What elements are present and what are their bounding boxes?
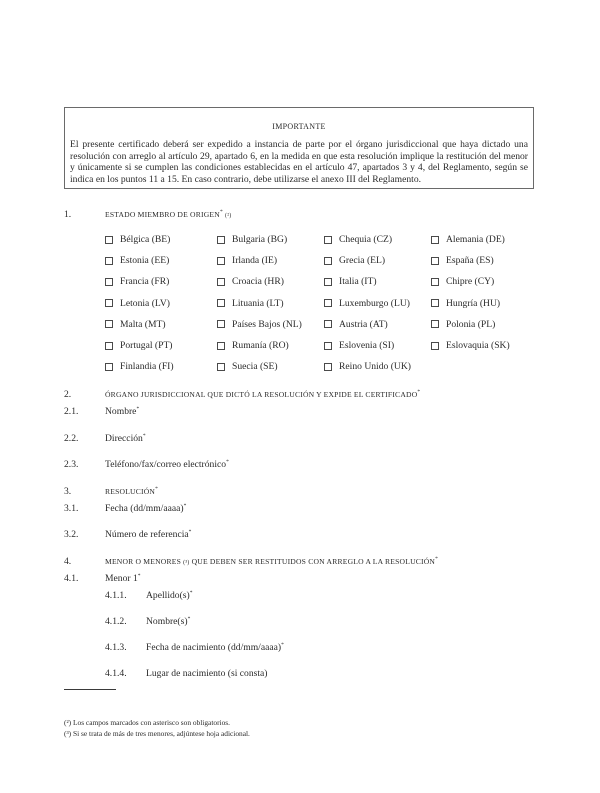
- field-label: Nombre: [105, 406, 137, 417]
- checkbox[interactable]: [217, 236, 225, 244]
- checkbox-label: Austria (AT): [339, 318, 388, 330]
- required-asterisk: *: [183, 503, 187, 509]
- checkbox-label: Grecia (EL): [339, 255, 386, 267]
- item-2-3-label[interactable]: [105, 459, 229, 470]
- member-state-option[interactable]: [217, 340, 289, 351]
- checkbox[interactable]: [217, 363, 225, 371]
- checkbox[interactable]: [431, 257, 439, 265]
- member-state-option[interactable]: [324, 298, 410, 309]
- required-asterisk: *: [417, 389, 421, 395]
- checkbox-label: Chequia (CZ): [339, 234, 393, 245]
- checkbox-label: Polonia (PL): [446, 318, 496, 330]
- item-2-2-number: 2.2.: [64, 433, 79, 444]
- required-asterisk: *: [155, 486, 159, 492]
- checkbox-label: Hungría (HU): [446, 297, 501, 309]
- checkbox[interactable]: [324, 342, 332, 350]
- item-2-2-label[interactable]: [105, 433, 146, 444]
- field-label: Dirección: [105, 433, 143, 444]
- item-3-2-label[interactable]: [105, 529, 191, 540]
- checkbox-label: Italia (IT): [339, 276, 377, 288]
- member-state-option[interactable]: [217, 276, 284, 287]
- checkbox[interactable]: [105, 257, 113, 265]
- item-4-1-number: 4.1.: [64, 573, 79, 584]
- item-4-1-2-number: 4.1.2.: [105, 616, 127, 627]
- member-state-option[interactable]: [431, 276, 494, 287]
- member-state-option[interactable]: [105, 319, 166, 330]
- checkbox-label: Chipre (CY): [446, 276, 495, 288]
- checkbox-label: Países Bajos (NL): [232, 318, 302, 330]
- footnote-divider: [64, 689, 116, 690]
- checkbox-label: Alemania (DE): [446, 234, 505, 245]
- checkbox-label: Estonia (EE): [120, 255, 170, 267]
- footnote-marker: (³): [64, 729, 72, 738]
- member-state-option[interactable]: [105, 340, 173, 351]
- notice-text: El presente certificado deberá ser expedido a instancia de parte por el órgano jurisdiccional que haya dictado una resolución con arreglo al artículo 29, apartado 6, en la medida en que esta resolución implique la restitución del menor y únicamente si se cumplen las condiciones establecidas en el artículo 47, apartados 3 y 4, del Reglamento, según se indica en los puntos 11 a 15. En caso contrario, debe utilizarse el anexo III del Reglamento.: [70, 139, 528, 185]
- footnote-text: Los campos marcados con asterisco son obligatorios.: [73, 718, 231, 727]
- field-label: Menor 1: [105, 573, 138, 584]
- member-state-option[interactable]: [324, 340, 394, 351]
- member-state-option[interactable]: [217, 298, 284, 309]
- required-asterisk: *: [188, 529, 192, 535]
- required-asterisk: *: [136, 406, 140, 412]
- member-state-option[interactable]: [431, 255, 494, 266]
- field-label: Fecha (dd/mm/aaaa): [105, 503, 184, 514]
- checkbox[interactable]: [431, 320, 439, 328]
- checkbox[interactable]: [324, 278, 332, 286]
- member-state-option[interactable]: [431, 298, 500, 309]
- field-label: Lugar de nacimiento (si consta): [146, 668, 268, 679]
- checkbox[interactable]: [217, 299, 225, 307]
- checkbox[interactable]: [217, 257, 225, 265]
- member-state-option[interactable]: [431, 340, 510, 351]
- required-asterisk: *: [137, 573, 141, 579]
- member-state-option[interactable]: [105, 234, 170, 245]
- section-4-title: [105, 557, 438, 566]
- member-state-option[interactable]: [217, 234, 287, 245]
- field-label: Apellido(s): [146, 590, 190, 601]
- required-asterisk: *: [281, 642, 284, 648]
- item-3-1-number: 3.1.: [64, 503, 79, 514]
- item-4-1-1-label[interactable]: [146, 590, 192, 601]
- checkbox-label: Irlanda (IE): [232, 255, 278, 267]
- important-notice-box: [64, 107, 534, 189]
- checkbox-label: Luxemburgo (LU): [339, 297, 410, 309]
- checkbox-label: Finlandia (FI): [120, 361, 174, 373]
- section-3-title: [105, 487, 158, 496]
- required-asterisk: *: [189, 590, 193, 596]
- item-4-1-label: [105, 573, 141, 584]
- checkbox-label: Portugal (PT): [120, 340, 173, 351]
- checkbox-label: Rumanía (RO): [232, 340, 289, 351]
- footnote-text: Si se trata de más de tres menores, adjúntese hoja adicional.: [73, 729, 250, 738]
- required-asterisk: *: [187, 616, 191, 622]
- section-2-title: [105, 390, 420, 399]
- checkbox-label: Bulgaria (BG): [232, 234, 288, 245]
- footnote-ref: (³): [183, 560, 190, 566]
- item-4-1-3-label[interactable]: [146, 642, 284, 653]
- member-state-option[interactable]: [217, 255, 277, 266]
- checkbox[interactable]: [217, 320, 225, 328]
- checkbox-label: Francia (FR): [120, 276, 170, 288]
- section-3-title-text: RESOLUCIÓN: [105, 487, 156, 496]
- section-1-number: 1.: [64, 209, 72, 220]
- checkbox[interactable]: [105, 320, 113, 328]
- checkbox-label: Eslovaquia (SK): [446, 340, 510, 351]
- member-state-option[interactable]: [105, 361, 174, 372]
- member-state-option[interactable]: [431, 319, 495, 330]
- field-label: Nombre(s): [146, 616, 188, 627]
- section-2-title-text: ÓRGANO JURISDICCIONAL QUE DICTÓ LA RESOLUCIÓN Y EXPIDE EL CERTIFICADO: [105, 390, 418, 399]
- checkbox-label: Letonia (LV): [120, 297, 170, 309]
- member-state-option[interactable]: [217, 361, 278, 372]
- footnote-marker: (²): [64, 718, 72, 727]
- checkbox[interactable]: [217, 342, 225, 350]
- item-4-1-4-number: 4.1.4.: [105, 668, 127, 679]
- checkbox-label: España (ES): [446, 255, 494, 267]
- item-3-2-number: 3.2.: [64, 529, 79, 540]
- checkbox[interactable]: [105, 236, 113, 244]
- item-2-1-label[interactable]: [105, 406, 139, 417]
- member-state-option[interactable]: [217, 319, 302, 330]
- checkbox[interactable]: [431, 236, 439, 244]
- section-4-title-b: QUE DEBEN SER RESTITUIDOS CON ARREGLO A LA RESOLUCIÓN: [191, 557, 436, 566]
- section-1-title: [105, 210, 231, 219]
- member-state-option[interactable]: [105, 298, 170, 309]
- notice-title: IMPORTANTE: [272, 122, 326, 131]
- checkbox[interactable]: [105, 299, 113, 307]
- member-state-option[interactable]: [324, 361, 411, 372]
- member-state-option[interactable]: [324, 319, 388, 330]
- item-2-3-number: 2.3.: [64, 459, 79, 470]
- checkbox[interactable]: [431, 299, 439, 307]
- field-label: Fecha de nacimiento (dd/mm/aaaa): [146, 642, 282, 653]
- field-label: Teléfono/fax/correo electrónico: [105, 459, 227, 470]
- checkbox[interactable]: [105, 342, 113, 350]
- item-3-1-label[interactable]: [105, 503, 186, 514]
- checkbox[interactable]: [324, 236, 332, 244]
- section-2-number: 2.: [64, 389, 72, 400]
- checkbox[interactable]: [324, 257, 332, 265]
- member-state-option[interactable]: [105, 255, 169, 266]
- checkbox[interactable]: [431, 278, 439, 286]
- footnote-ref: (²): [225, 213, 232, 219]
- checkbox[interactable]: [105, 363, 113, 371]
- required-asterisk: *: [226, 459, 229, 465]
- checkbox[interactable]: [324, 320, 332, 328]
- checkbox[interactable]: [431, 342, 439, 350]
- checkbox-label: Suecia (SE): [232, 361, 278, 373]
- item-4-1-3-number: 4.1.3.: [105, 642, 127, 653]
- footnote-1: [64, 718, 230, 727]
- item-4-1-4-label[interactable]: [146, 668, 267, 679]
- checkbox[interactable]: [324, 363, 332, 371]
- item-4-1-2-label[interactable]: [146, 616, 190, 627]
- required-asterisk: *: [435, 556, 439, 562]
- member-state-option[interactable]: [431, 234, 505, 245]
- checkbox[interactable]: [105, 278, 113, 286]
- member-state-option[interactable]: [324, 234, 392, 245]
- member-state-option[interactable]: [105, 276, 169, 287]
- checkbox[interactable]: [217, 278, 225, 286]
- checkbox-label: Reino Unido (UK): [339, 361, 411, 373]
- member-state-option[interactable]: [324, 255, 385, 266]
- section-1-title-text: ESTADO MIEMBRO DE ORIGEN: [105, 210, 220, 219]
- required-asterisk: *: [142, 433, 146, 439]
- member-state-option[interactable]: [324, 276, 377, 287]
- checkbox-label: Eslovenia (SI): [339, 340, 395, 351]
- checkbox-label: Malta (MT): [120, 318, 166, 330]
- checkbox-label: Bélgica (BE): [120, 234, 171, 245]
- field-label: Número de referencia: [105, 529, 189, 540]
- required-asterisk: *: [219, 209, 223, 215]
- item-4-1-1-number: 4.1.1.: [105, 590, 127, 601]
- section-4-number: 4.: [64, 556, 72, 567]
- checkbox[interactable]: [324, 299, 332, 307]
- checkbox-label: Lituania (LT): [232, 297, 284, 309]
- item-2-1-number: 2.1.: [64, 406, 79, 417]
- checkbox-label: Croacia (HR): [232, 276, 284, 288]
- footnote-2: [64, 729, 250, 738]
- section-3-number: 3.: [64, 486, 72, 497]
- section-4-title-a: MENOR O MENORES: [105, 557, 181, 566]
